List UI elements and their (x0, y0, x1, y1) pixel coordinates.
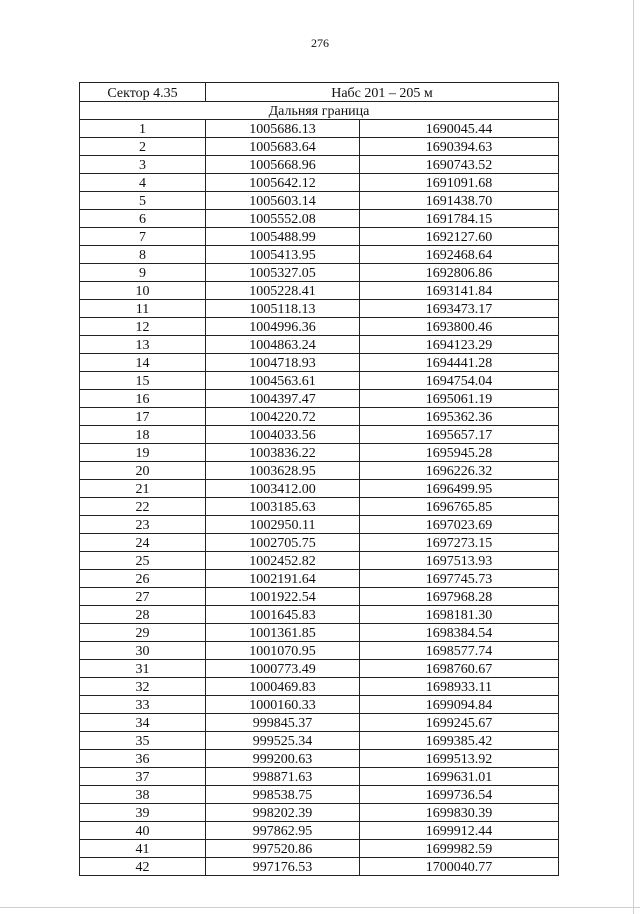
coordinate-x: 1005686.13 (206, 120, 360, 138)
coordinate-x: 1005683.64 (206, 138, 360, 156)
coordinate-x: 997176.53 (206, 858, 360, 876)
table-row (80, 354, 559, 372)
table-row (80, 246, 559, 264)
table-row (80, 444, 559, 462)
point-number: 3 (80, 156, 206, 174)
table-row (80, 408, 559, 426)
table-row (80, 318, 559, 336)
height-range-label: Набс 201 – 205 м (206, 83, 559, 102)
table-row (80, 120, 559, 138)
point-number: 6 (80, 210, 206, 228)
coordinate-x: 997520.86 (206, 840, 360, 858)
coordinate-y: 1693800.46 (360, 318, 559, 336)
point-number: 7 (80, 228, 206, 246)
point-number: 19 (80, 444, 206, 462)
coordinate-y: 1696765.85 (360, 498, 559, 516)
coordinate-y: 1692468.64 (360, 246, 559, 264)
point-number: 10 (80, 282, 206, 300)
coordinate-y: 1700040.77 (360, 858, 559, 876)
point-number: 4 (80, 174, 206, 192)
coordinate-y: 1698933.11 (360, 678, 559, 696)
point-number: 33 (80, 696, 206, 714)
coordinate-y: 1693473.17 (360, 300, 559, 318)
table-row (80, 696, 559, 714)
coordinate-x: 1003628.95 (206, 462, 360, 480)
table-row (80, 570, 559, 588)
table-row (80, 768, 559, 786)
sector-label: Сектор 4.35 (80, 83, 206, 102)
point-number: 8 (80, 246, 206, 264)
coordinate-x: 1001361.85 (206, 624, 360, 642)
coordinate-x: 1003185.63 (206, 498, 360, 516)
coordinate-x: 1001645.83 (206, 606, 360, 624)
coordinate-y: 1699982.59 (360, 840, 559, 858)
coordinate-x: 1001922.54 (206, 588, 360, 606)
table-row (80, 174, 559, 192)
table-row (80, 822, 559, 840)
coordinate-x: 1005327.05 (206, 264, 360, 282)
table-row (80, 300, 559, 318)
coordinate-y: 1695657.17 (360, 426, 559, 444)
coordinate-x: 1003412.00 (206, 480, 360, 498)
coordinate-x: 1005668.96 (206, 156, 360, 174)
coordinate-x: 998538.75 (206, 786, 360, 804)
table-header-row (80, 83, 559, 102)
point-number: 27 (80, 588, 206, 606)
coordinate-y: 1690743.52 (360, 156, 559, 174)
coordinate-y: 1697968.28 (360, 588, 559, 606)
coordinate-x: 1005552.08 (206, 210, 360, 228)
table-row (80, 786, 559, 804)
coordinate-y: 1698384.54 (360, 624, 559, 642)
coordinate-y: 1691438.70 (360, 192, 559, 210)
coordinate-x: 1000160.33 (206, 696, 360, 714)
point-number: 17 (80, 408, 206, 426)
coordinate-y: 1697745.73 (360, 570, 559, 588)
table-row (80, 282, 559, 300)
coordinate-x: 1005228.41 (206, 282, 360, 300)
table-row (80, 642, 559, 660)
coordinate-y: 1696226.32 (360, 462, 559, 480)
coordinate-y: 1699912.44 (360, 822, 559, 840)
table-row (80, 210, 559, 228)
point-number: 35 (80, 732, 206, 750)
coordinate-y: 1699245.67 (360, 714, 559, 732)
coordinate-x: 1005642.12 (206, 174, 360, 192)
point-number: 24 (80, 534, 206, 552)
coordinate-y: 1693141.84 (360, 282, 559, 300)
point-number: 11 (80, 300, 206, 318)
point-number: 15 (80, 372, 206, 390)
coordinate-x: 1002191.64 (206, 570, 360, 588)
page-edge-right (633, 0, 634, 914)
point-number: 36 (80, 750, 206, 768)
coordinate-x: 1004033.56 (206, 426, 360, 444)
coordinate-y: 1694754.04 (360, 372, 559, 390)
table-row (80, 588, 559, 606)
coordinate-y: 1698181.30 (360, 606, 559, 624)
point-number: 2 (80, 138, 206, 156)
point-number: 40 (80, 822, 206, 840)
coordinate-x: 1004996.36 (206, 318, 360, 336)
point-number: 42 (80, 858, 206, 876)
table-row (80, 516, 559, 534)
coordinate-y: 1699736.54 (360, 786, 559, 804)
coordinate-y: 1696499.95 (360, 480, 559, 498)
table-row (80, 228, 559, 246)
coordinate-x: 999525.34 (206, 732, 360, 750)
table-subheader-row (80, 102, 559, 120)
table-row (80, 660, 559, 678)
coordinate-y: 1699094.84 (360, 696, 559, 714)
point-number: 12 (80, 318, 206, 336)
point-number: 31 (80, 660, 206, 678)
point-number: 9 (80, 264, 206, 282)
point-number: 16 (80, 390, 206, 408)
table-row (80, 336, 559, 354)
coordinate-x: 1002950.11 (206, 516, 360, 534)
table-row (80, 858, 559, 876)
table-row (80, 804, 559, 822)
page-edge-bottom (0, 907, 640, 908)
coordinate-x: 1005413.95 (206, 246, 360, 264)
table-row (80, 840, 559, 858)
point-number: 37 (80, 768, 206, 786)
table-row (80, 624, 559, 642)
point-number: 26 (80, 570, 206, 588)
coordinate-y: 1699513.92 (360, 750, 559, 768)
coordinate-y: 1691784.15 (360, 210, 559, 228)
coordinate-y: 1690045.44 (360, 120, 559, 138)
point-number: 22 (80, 498, 206, 516)
coordinate-x: 1005603.14 (206, 192, 360, 210)
coordinate-x: 1000469.83 (206, 678, 360, 696)
coordinate-y: 1698577.74 (360, 642, 559, 660)
coordinate-x: 1003836.22 (206, 444, 360, 462)
table-row (80, 192, 559, 210)
coordinate-y: 1695362.36 (360, 408, 559, 426)
table-row (80, 390, 559, 408)
coordinate-y: 1699631.01 (360, 768, 559, 786)
point-number: 5 (80, 192, 206, 210)
coordinate-x: 1005118.13 (206, 300, 360, 318)
point-number: 29 (80, 624, 206, 642)
table-row (80, 552, 559, 570)
coordinate-x: 1005488.99 (206, 228, 360, 246)
coordinate-x: 997862.95 (206, 822, 360, 840)
point-number: 18 (80, 426, 206, 444)
coordinate-x: 1004863.24 (206, 336, 360, 354)
point-number: 34 (80, 714, 206, 732)
point-number: 30 (80, 642, 206, 660)
point-number: 13 (80, 336, 206, 354)
point-number: 23 (80, 516, 206, 534)
coordinate-y: 1692127.60 (360, 228, 559, 246)
table-row (80, 264, 559, 282)
coordinate-y: 1691091.68 (360, 174, 559, 192)
coordinate-x: 1002705.75 (206, 534, 360, 552)
coordinate-y: 1697513.93 (360, 552, 559, 570)
coordinate-x: 998871.63 (206, 768, 360, 786)
boundary-label: Дальняя граница (80, 102, 559, 120)
coordinate-y: 1698760.67 (360, 660, 559, 678)
table-row (80, 678, 559, 696)
point-number: 14 (80, 354, 206, 372)
coordinate-y: 1695061.19 (360, 390, 559, 408)
table-row (80, 156, 559, 174)
coordinate-x: 1000773.49 (206, 660, 360, 678)
coordinates-table (79, 82, 559, 876)
coordinate-x: 1004563.61 (206, 372, 360, 390)
coordinate-y: 1699830.39 (360, 804, 559, 822)
coordinate-y: 1697273.15 (360, 534, 559, 552)
table-row (80, 480, 559, 498)
point-number: 28 (80, 606, 206, 624)
point-number: 20 (80, 462, 206, 480)
table-row (80, 138, 559, 156)
coordinate-x: 1004718.93 (206, 354, 360, 372)
coordinate-x: 1001070.95 (206, 642, 360, 660)
table-row (80, 732, 559, 750)
table-row (80, 606, 559, 624)
coordinate-y: 1697023.69 (360, 516, 559, 534)
coordinate-y: 1694123.29 (360, 336, 559, 354)
table-row (80, 372, 559, 390)
point-number: 21 (80, 480, 206, 498)
point-number: 38 (80, 786, 206, 804)
point-number: 39 (80, 804, 206, 822)
coordinate-y: 1692806.86 (360, 264, 559, 282)
coordinate-x: 1004397.47 (206, 390, 360, 408)
point-number: 1 (80, 120, 206, 138)
coordinate-y: 1690394.63 (360, 138, 559, 156)
table-row (80, 498, 559, 516)
table-row (80, 750, 559, 768)
coordinate-y: 1695945.28 (360, 444, 559, 462)
coordinate-x: 1002452.82 (206, 552, 360, 570)
point-number: 32 (80, 678, 206, 696)
table-row (80, 426, 559, 444)
coordinate-x: 999200.63 (206, 750, 360, 768)
coordinate-x: 999845.37 (206, 714, 360, 732)
point-number: 25 (80, 552, 206, 570)
coordinate-y: 1699385.42 (360, 732, 559, 750)
coordinate-y: 1694441.28 (360, 354, 559, 372)
page-number: 276 (311, 36, 329, 50)
coordinate-x: 1004220.72 (206, 408, 360, 426)
table-row (80, 462, 559, 480)
table-row (80, 714, 559, 732)
point-number: 41 (80, 840, 206, 858)
table-row (80, 534, 559, 552)
coordinate-x: 998202.39 (206, 804, 360, 822)
